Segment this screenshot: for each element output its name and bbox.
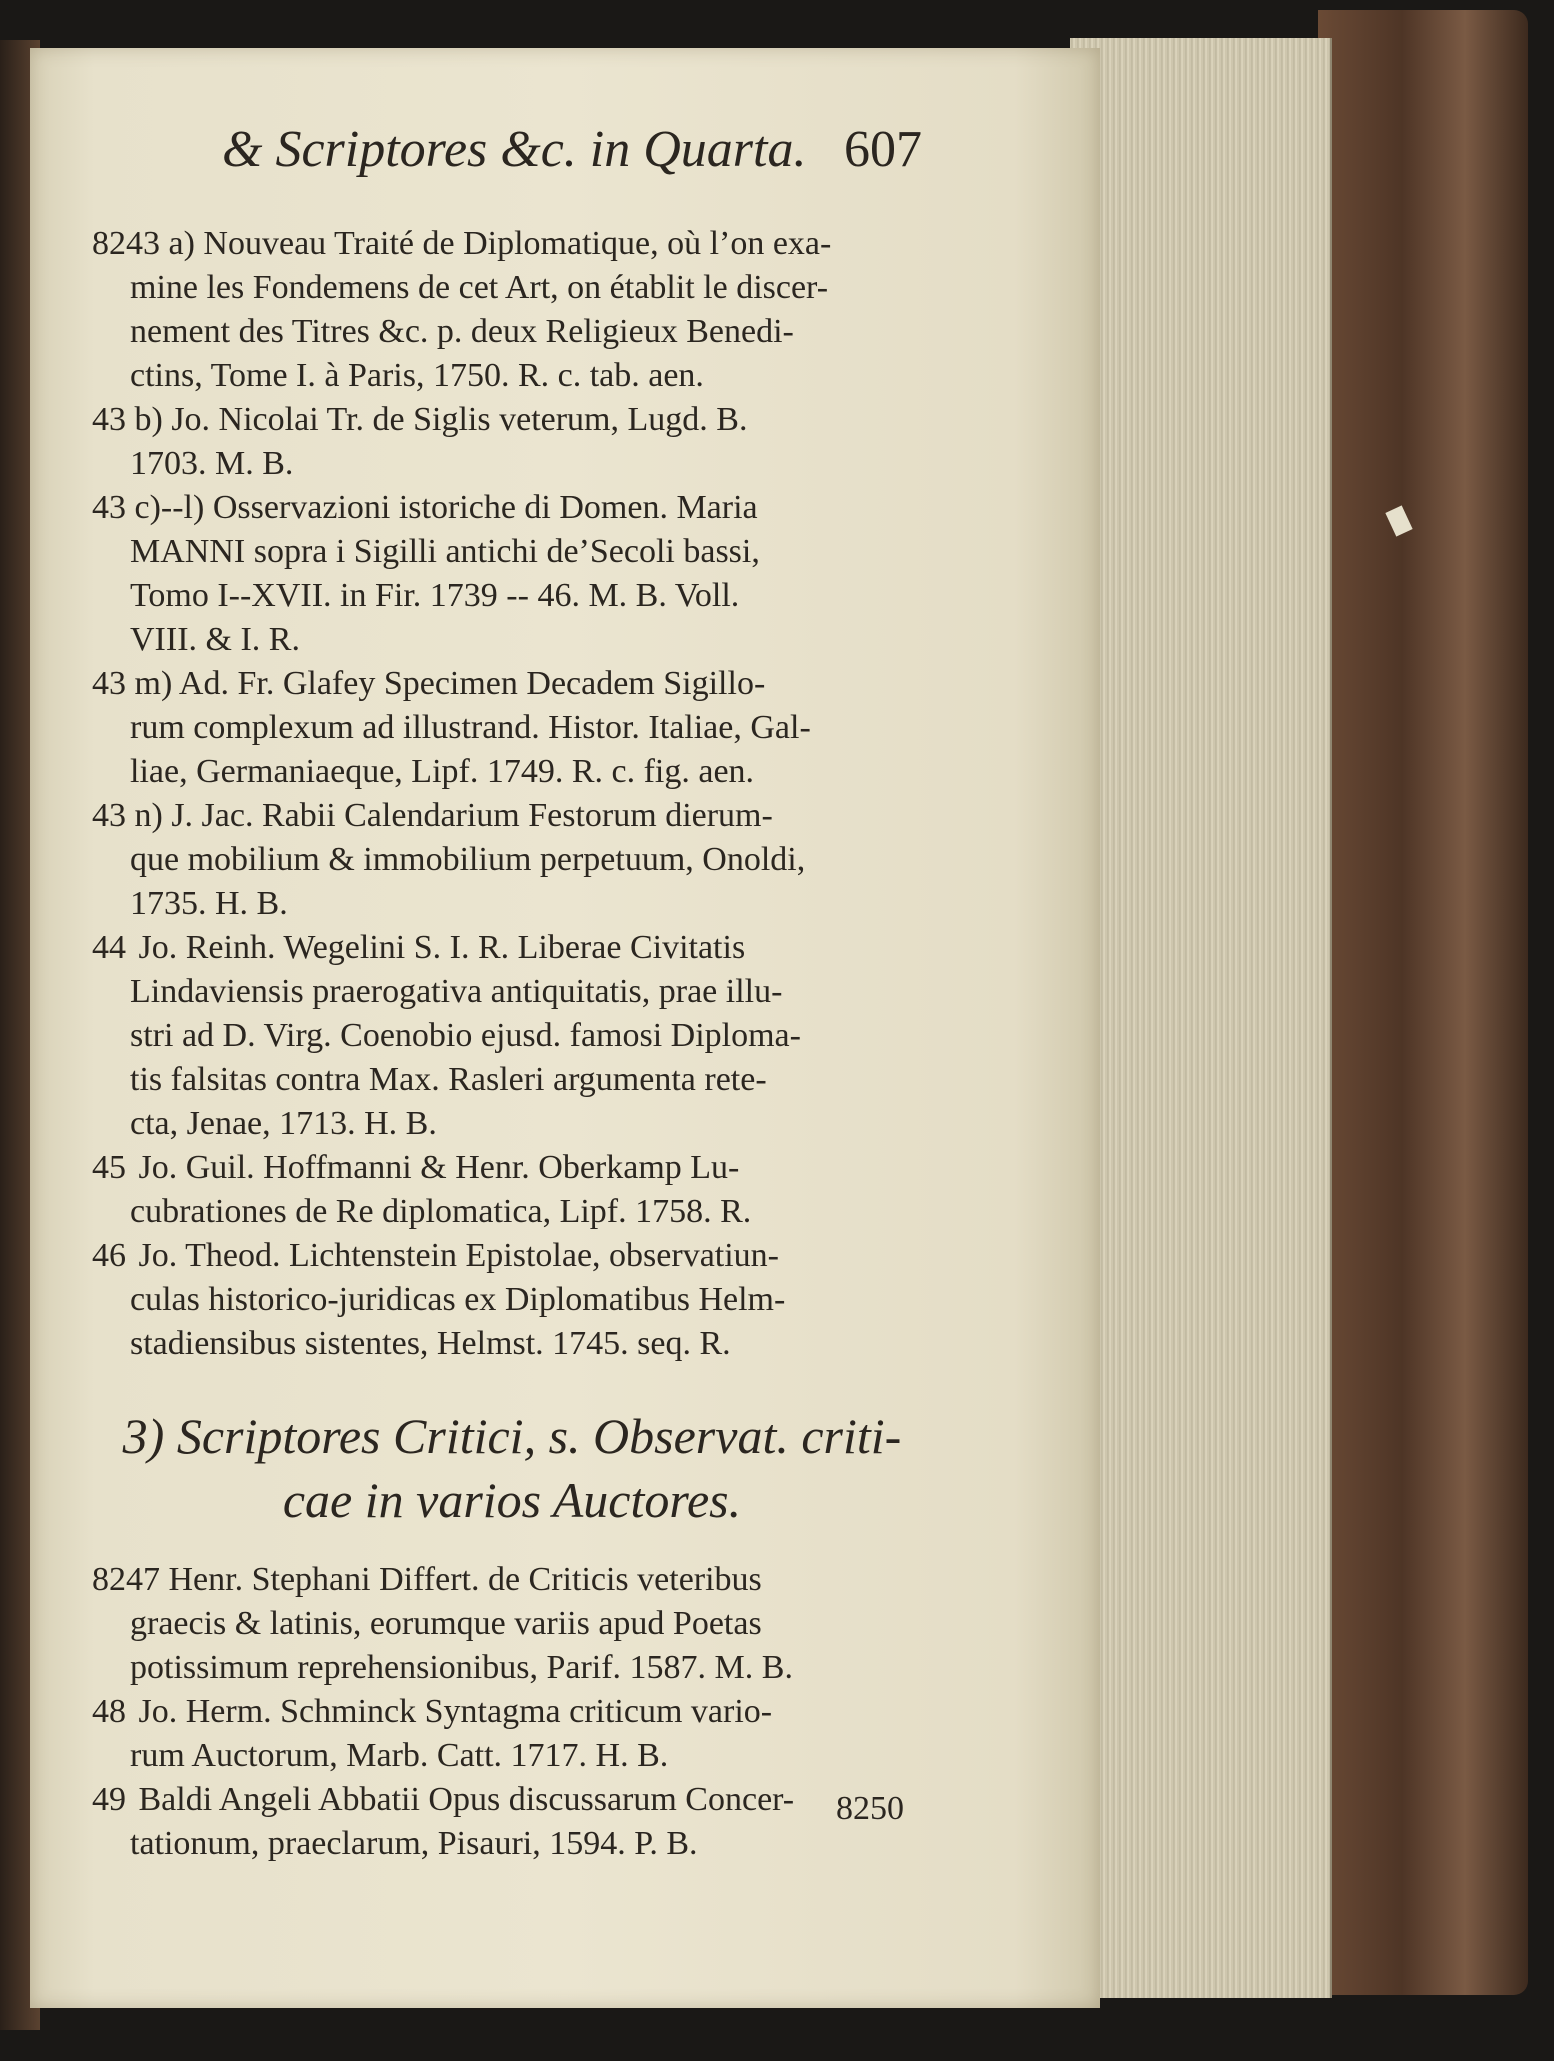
entry-text: liae, Germaniaeque, Lipf. 1749. R. c. fig. aen. (130, 753, 755, 790)
entry-text: potissimum reprehensionibus, Parif. 1587. M. B. (130, 1649, 793, 1686)
entry-text: Lindaviensis praerogativa antiquitatis, prae illu- (130, 973, 783, 1010)
entry-text: VIII. & I. R. (130, 621, 300, 658)
entry-text: nement des Titres &c. p. deux Religieux Benedi- (130, 313, 794, 350)
entry-line (92, 838, 932, 882)
catalog-entry (92, 662, 932, 794)
entry-line (92, 574, 932, 618)
entry-text: Henr. Stephani Differt. de Criticis veteribus (168, 1561, 762, 1598)
entry-text: Nouveau Traité de Diplomatique, où l’on exa- (203, 225, 832, 262)
catchword: 8250 (836, 1790, 904, 1827)
entry-text: cubrationes de Re diplomatica, Lipf. 1758. R. (130, 1193, 752, 1230)
entry-text: Baldi Angeli Abbatii Opus discussarum Concer- (138, 1781, 795, 1818)
entry-line (92, 1822, 932, 1866)
entry-number: 8247 (92, 1561, 160, 1598)
catalog-entry (92, 1146, 932, 1234)
entry-line (92, 310, 932, 354)
entry-text: Jo. Herm. Schminck Syntagma criticum vario- (138, 1693, 773, 1730)
entry-line (92, 1278, 932, 1322)
entry-line (92, 1602, 932, 1646)
entry-line (92, 1146, 932, 1190)
catalog-entry (92, 794, 932, 926)
entry-line (92, 1102, 932, 1146)
entry-text: Jo. Theod. Lichtenstein Epistolae, observatiun- (138, 1237, 780, 1274)
entry-number: 46 (92, 1237, 126, 1274)
entry-line (92, 398, 932, 442)
entry-number: 8243 a) (92, 225, 195, 262)
entry-number: 49 (92, 1781, 126, 1818)
entry-line (92, 354, 932, 398)
entry-text: rum complexum ad illustrand. Histor. Italiae, Gal- (130, 709, 811, 746)
catalog-entry (92, 1690, 932, 1778)
entry-number: 48 (92, 1693, 126, 1730)
catalog-entry (92, 1558, 932, 1690)
entry-text: Tomo I--XVII. in Fir. 1739 -- 46. M. B. Voll. (130, 577, 740, 614)
entry-text: stri ad D. Virg. Coenobio ejusd. famosi Diploma- (130, 1017, 801, 1054)
entries-block-b (92, 1558, 932, 1866)
entries-block-a (92, 222, 932, 1366)
catalog-text (92, 222, 932, 1866)
entry-line (92, 1322, 932, 1366)
entry-line (92, 222, 932, 266)
entry-text: Jo. Reinh. Wegelini S. I. R. Liberae Civitatis (138, 929, 746, 966)
entry-text: 1703. M. B. (130, 445, 294, 482)
entry-line (92, 750, 932, 794)
entry-text: graecis & latinis, eorumque variis apud Poetas (130, 1605, 762, 1642)
entry-line (92, 266, 932, 310)
entry-number: 43 n) (92, 797, 163, 834)
catalog-entry (92, 926, 932, 1146)
entry-line (92, 1778, 932, 1822)
entry-text: que mobilium & immobilium perpetuum, Onoldi, (130, 841, 806, 878)
entry-number: 45 (92, 1149, 126, 1186)
entry-line (92, 794, 932, 838)
section-heading-line: 3) Scriptores Critici, s. Observat. criti- (122, 1408, 902, 1464)
catalog-entry (92, 1234, 932, 1366)
entry-text: Osservazioni istoriche di Domen. Maria (212, 489, 758, 526)
page-number: 607 (844, 121, 922, 178)
entry-text: MANNI sopra i Sigilli antichi de’Secoli bassi, (130, 533, 760, 570)
entry-line (92, 706, 932, 750)
catalog-entry (92, 1778, 932, 1866)
entry-text: 1735. H. B. (130, 885, 288, 922)
entry-text: J. Jac. Rabii Calendarium Festorum dierum- (171, 797, 773, 834)
right-cover (1318, 10, 1528, 1995)
entry-line (92, 882, 932, 926)
entry-line (92, 530, 932, 574)
entry-line (92, 1014, 932, 1058)
entry-text: Jo. Nicolai Tr. de Siglis veterum, Lugd. B. (171, 401, 748, 438)
running-title: & Scriptores &c. in Quarta. (222, 121, 807, 178)
entry-line (92, 486, 932, 530)
section-heading-line: cae in varios Auctores. (282, 1472, 742, 1528)
entry-number: 43 c)--l) (92, 489, 205, 526)
entry-line (92, 618, 932, 662)
entry-line (92, 1190, 932, 1234)
entry-number: 44 (92, 929, 126, 966)
catalog-entry (92, 398, 932, 486)
entry-text: Ad. Fr. Glafey Specimen Decadem Sigillo- (178, 665, 766, 702)
entry-number: 43 b) (92, 401, 163, 438)
entry-text: cta, Jenae, 1713. H. B. (130, 1105, 437, 1142)
entry-line (92, 1646, 932, 1690)
entry-text: ctins, Tome I. à Paris, 1750. R. c. tab. aen. (130, 357, 704, 394)
section-heading (92, 1404, 932, 1532)
entry-line (92, 1734, 932, 1778)
entry-line (92, 970, 932, 1014)
entry-line (92, 662, 932, 706)
page-edges (1070, 38, 1332, 1998)
catalog-entry (92, 222, 932, 398)
running-header (222, 120, 922, 200)
entry-text: tis falsitas contra Max. Rasleri argumenta rete- (130, 1061, 767, 1098)
entry-line (92, 1234, 932, 1278)
entry-number: 43 m) (92, 665, 173, 702)
entry-text: rum Auctorum, Marb. Catt. 1717. H. B. (130, 1737, 669, 1774)
entry-line (92, 1690, 932, 1734)
entry-text: stadiensibus sistentes, Helmst. 1745. seq. R. (130, 1325, 731, 1362)
entry-text: Jo. Guil. Hoffmanni & Henr. Oberkamp Lu- (138, 1149, 740, 1186)
entry-text: culas historico-juridicas ex Diplomatibus Helm- (130, 1281, 786, 1318)
entry-line (92, 1558, 932, 1602)
entry-text: mine les Fondemens de cet Art, on établit le discer- (130, 269, 829, 306)
entry-text: tationum, praeclarum, Pisauri, 1594. P. B. (130, 1825, 698, 1862)
entry-line (92, 1058, 932, 1102)
entry-line (92, 926, 932, 970)
entry-line (92, 442, 932, 486)
catalog-entry (92, 486, 932, 662)
